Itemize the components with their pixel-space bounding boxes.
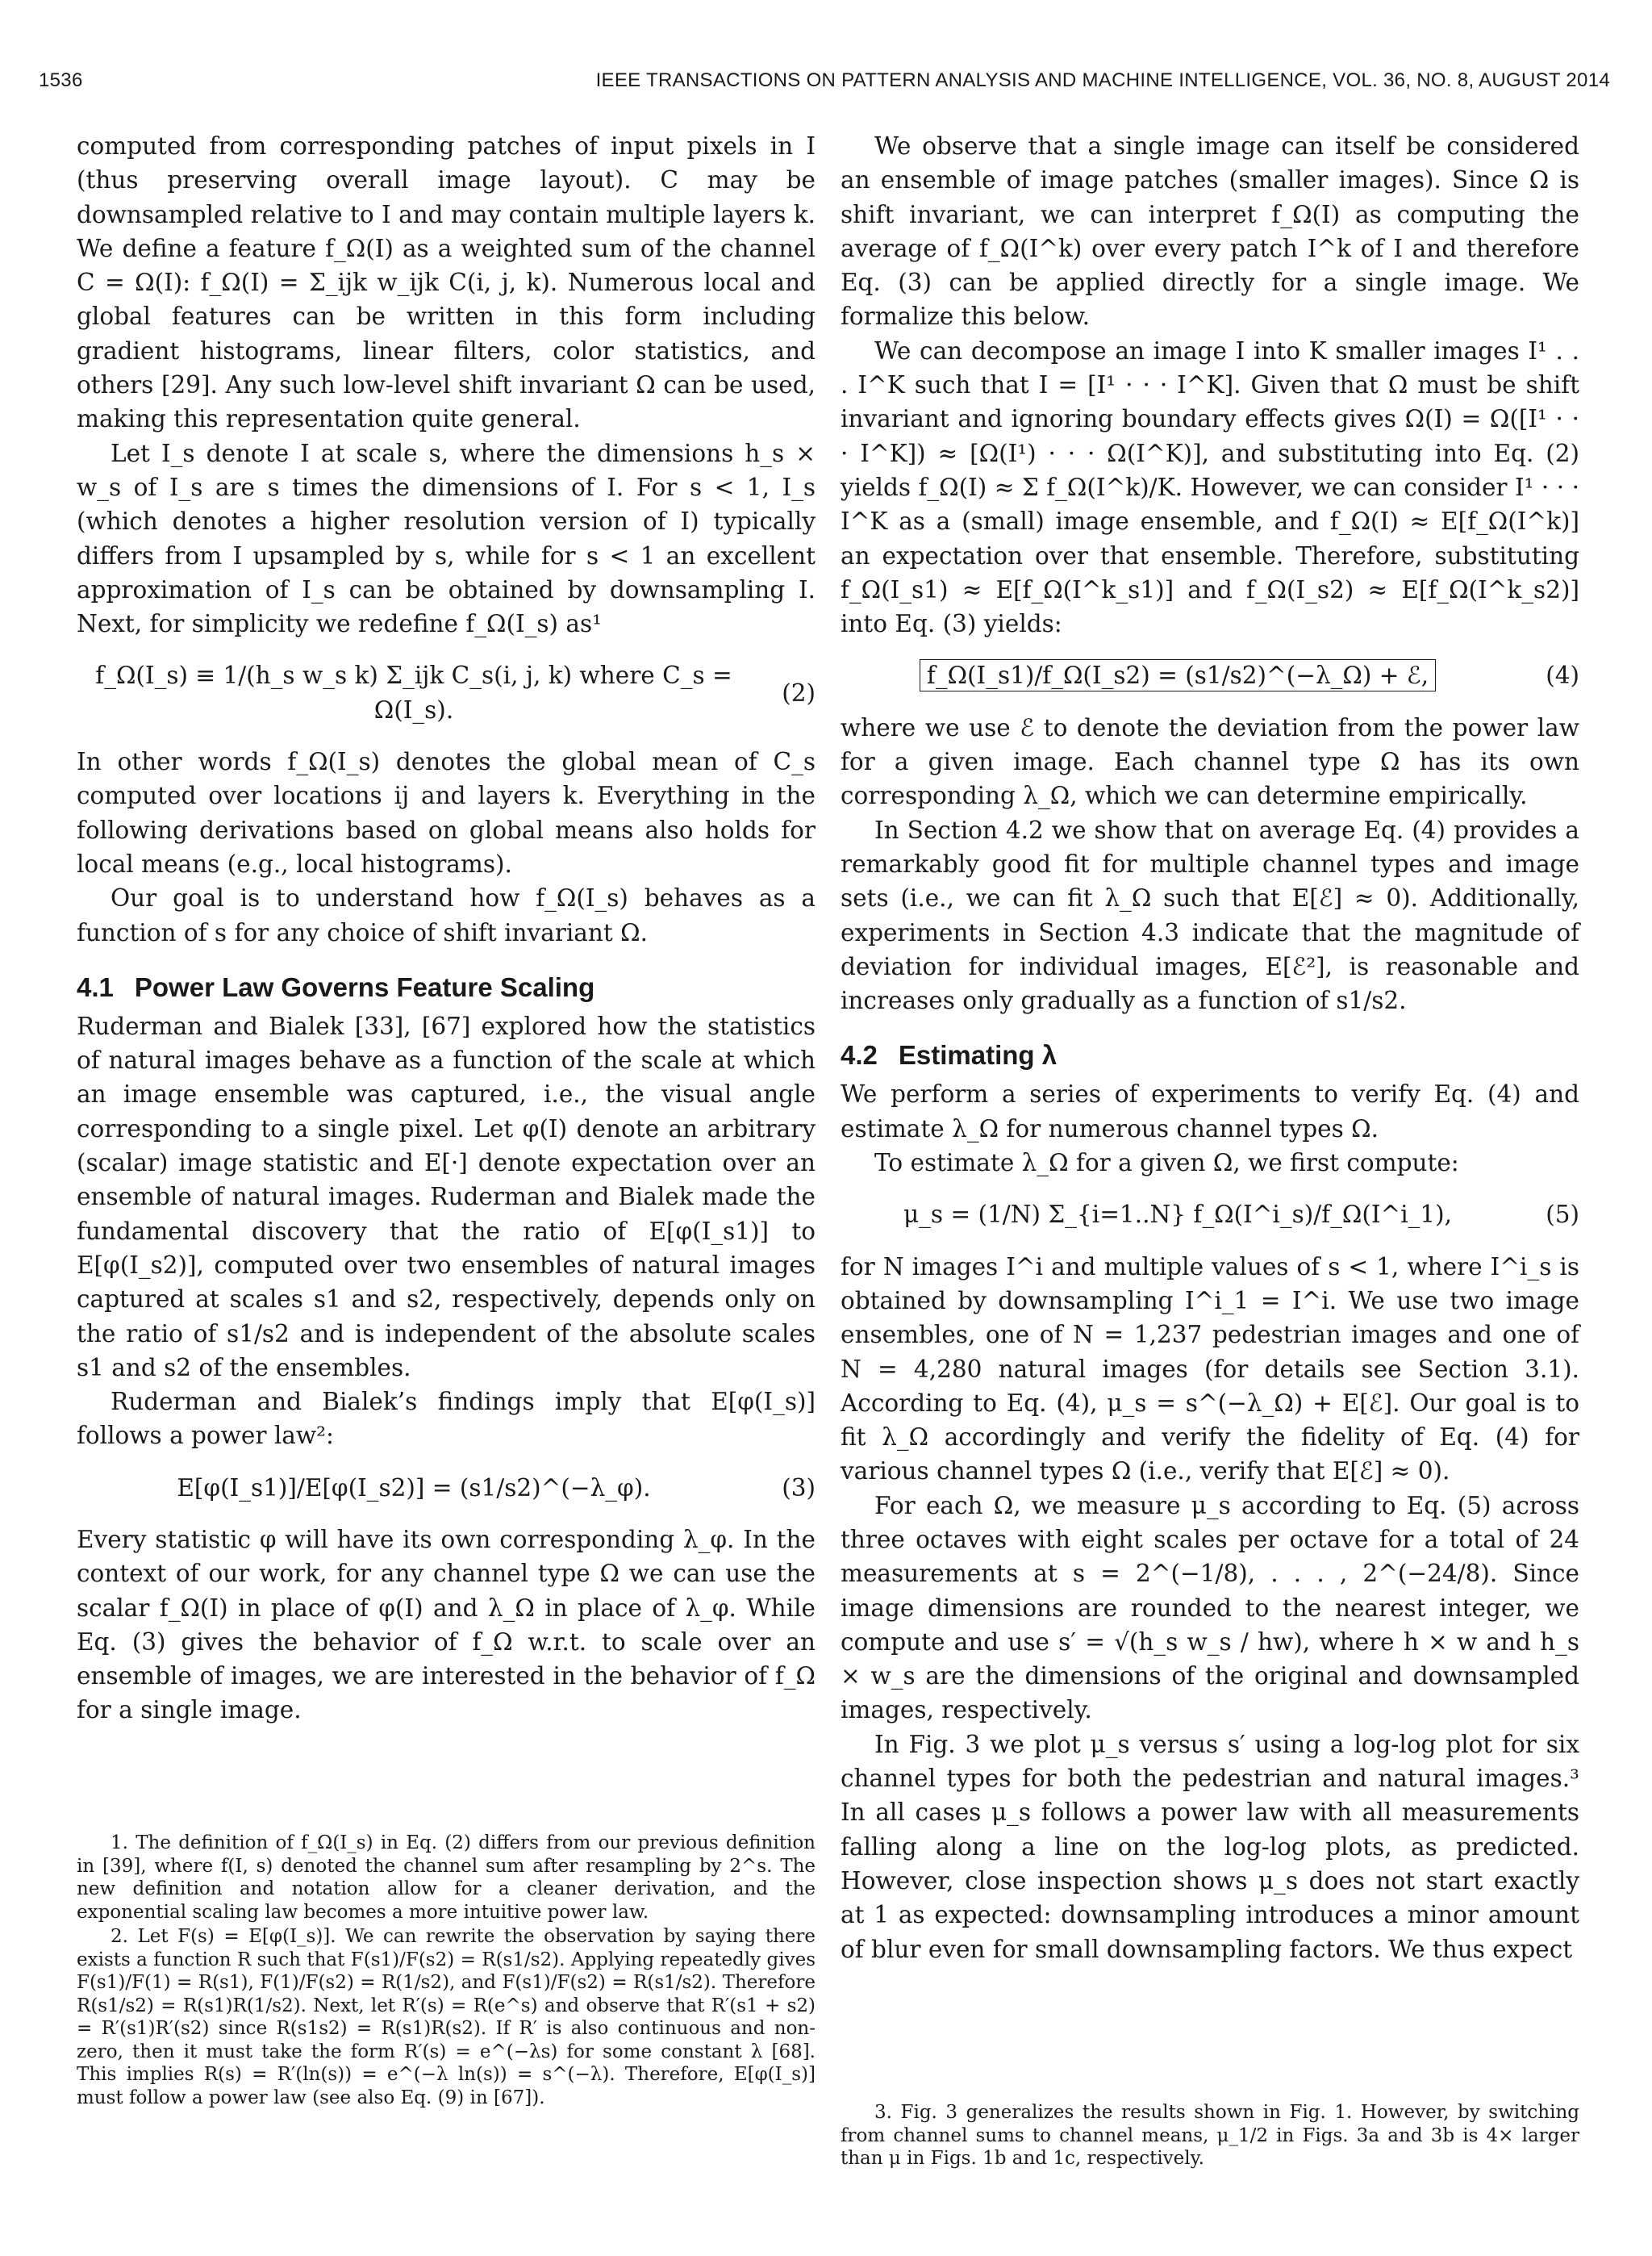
- footnote-3: 3. Fig. 3 generalizes the results shown in Fig. 1. However, by switching from channel sums to channel means, μ_1/2 in Figs. 3a and 3b is 4× larger than μ in Figs. 1b and 1c, respectively.: [841, 2102, 1579, 2169]
- equation-expression: E[φ(I_s1)]/E[φ(I_s2)] = (s1/s2)^(−λ_φ).: [177, 1473, 651, 1502]
- paragraph: In Section 4.2 we show that on average Eq. (4) provides a remarkably good fit for multiple channel types and image sets (i.e., we can fit λ_Ω such that E[ℰ] ≈ 0). Additionally, experiments in Section 4.3 indicate that the magnitude of deviation for individual images, E[ℰ²], is reasonable and increases only gradually as a function of s1/s2.: [841, 816, 1579, 1015]
- paragraph: To estimate λ_Ω for a given Ω, we first compute:: [874, 1149, 1459, 1177]
- right-column: [841, 129, 1579, 1966]
- paragraph: Ruderman and Bialek [33], [67] explored how the statistics of natural images behave as a function of the scale at which an image ensemble was captured, i.e., the visual angle corresponding to a single pixel. Let φ(I) denote an arbitrary (scalar) image statistic and E[·] denote expectation over an ensemble of natural images. Ruderman and Bialek made the fundamental discovery that the ratio of E[φ(I_s1)] to E[φ(I_s2)], computed over two ensembles of natural images captured at scales s1 and s2, respectively, depends only on the ratio of s1/s2 and is independent of the absolute scales s1 and s2 of the ensembles.: [77, 1012, 816, 1381]
- section-title: Power Law Governs Feature Scaling: [134, 971, 595, 1002]
- equation-expression-box: [841, 658, 1515, 692]
- equation-4: [841, 658, 1579, 692]
- section-number: 4.1: [77, 971, 114, 1002]
- paragraph: computed from corresponding patches of input pixels in I (thus preserving overall image layout). C may be downsampled relative to I and may contain multiple layers k. We define a feature f_Ω(I) as a weighted sum of the channel C = Ω(I): f_Ω(I) = Σ_ijk w_ijk C(i, j, k). Numerous local and global features can be written in this form including gradient histograms, linear filters, color statistics, and others [29]. Any such low-level shift invariant Ω can be used, making this representation quite general.: [77, 132, 816, 433]
- section-heading-4-2: [841, 1038, 1579, 1072]
- equation-expression: f_Ω(I_s1)/f_Ω(I_s2) = (s1/s2)^(−λ_Ω) + ℰ,: [920, 659, 1436, 691]
- paragraph: Ruderman and Bialek’s findings imply that E[φ(I_s)] follows a power law²:: [77, 1388, 816, 1450]
- footnotes-right: [841, 2101, 1579, 2172]
- footnotes-left: [77, 1832, 816, 2111]
- paragraph: Our goal is to understand how f_Ω(I_s) behaves as a function of s for any choice of shift invariant Ω.: [77, 884, 816, 946]
- equation-number: (3): [782, 1473, 816, 1502]
- equation-expression: μ_s = (1/N) Σ_{i=1..N} f_Ω(I^i_s)/f_Ω(I^i_1),: [903, 1201, 1453, 1229]
- footnote-1: 1. The definition of f_Ω(I_s) in Eq. (2) differs from our previous definition in [39], where f(I, s) denoted the channel sum after resampling by 2^s. The new definition and notation allow for a cleaner derivation, and the exponential scaling law becomes a more intuitive power law.: [77, 1832, 816, 1923]
- paragraph: where we use ℰ to denote the deviation from the power law for a given image. Each channel type Ω has its own corresponding λ_Ω, which we can determine empirically.: [841, 713, 1579, 810]
- section-title: Estimating λ: [898, 1040, 1058, 1071]
- equation-expression: f_Ω(I_s) ≡ 1/(h_s w_s k) Σ_ijk C_s(i, j, k) where C_s = Ω(I_s).: [95, 662, 732, 724]
- footnote-2: 2. Let F(s) = E[φ(I_s)]. We can rewrite the observation by saying there exists a function R such that F(s1)/F(s2) = R(s1/s2). Applying repeatedly gives F(s1)/F(1) = R(s1), F(1)/F(s2) = R(1/s2), and F(s1)/F(s2) = R(s1/s2). Therefore R(s1/s2) = R(s1)R(1/s2). Next, let R′(s) = R(e^s) and observe that R′(s1 + s2) = R′(s1)R′(s2) since R(s1s2) = R(s1)R(s2). If R′ is also continuous and non-zero, then it must take the form R′(s) = e^(−λs) for some constant λ [68]. This implies R(s) = R′(ln(s)) = e^(−λ ln(s)) = s^(−λ). Therefore, E[φ(I_s)] must follow a power law (see also Eq. (9) in [67]).: [77, 1926, 816, 2108]
- paragraph: We can decompose an image I into K smaller images I¹ . . . I^K such that I = [I¹ · · · I^K]. Given that Ω must be shift invariant and ignoring boundary effects gives Ω(I) = Ω([I¹ · · · I^K]) ≈ [Ω(I¹) · · · Ω(I^K)], and substituting into Eq. (2) yields f_Ω(I) ≈ Σ f_Ω(I^k)/K. However, we can consider I¹ · · · I^K as a (small) image ensemble, and f_Ω(I) ≈ E[f_Ω(I^k)] an expectation over that ensemble. Therefore, substituting f_Ω(I_s1) ≈ E[f_Ω(I^k_s1)] and f_Ω(I_s2) ≈ E[f_Ω(I^k_s2)] into Eq. (3) yields:: [841, 336, 1579, 638]
- equation-5: [841, 1197, 1579, 1231]
- running-head: IEEE TRANSACTIONS ON PATTERN ANALYSIS AND MACHINE INTELLIGENCE, VOL. 36, NO. 8, AUGUST 2014: [595, 69, 1610, 91]
- page-number: 1536: [39, 69, 83, 91]
- equation-number: (5): [1546, 1201, 1579, 1229]
- equation-number: (2): [782, 679, 816, 707]
- equation-3: [77, 1471, 816, 1505]
- paragraph: for N images I^i and multiple values of s < 1, where I^i_s is obtained by downsampling I^i_1 = I^i. We use two image ensembles, one of N = 1,237 pedestrian images and one of N = 4,280 natural images (for details see Section 3.1). According to Eq. (4), μ_s = s^(−λ_Ω) + E[ℰ]. Our goal is to fit λ_Ω accordingly and verify the fidelity of Eq. (4) for various channel types Ω (i.e., verify that E[ℰ] ≈ 0).: [841, 1252, 1579, 1485]
- paragraph: In Fig. 3 we plot μ_s versus s′ using a log-log plot for six channel types for both the pedestrian and natural images.³ In all cases μ_s follows a power law with all measurements falling along a line on the log-log plots, as predicted. However, close inspection shows μ_s does not start exactly at 1 as expected: downsampling introduces a minor amount of blur even for small downsampling factors. We thus expect: [841, 1730, 1579, 1963]
- paragraph: Let I_s denote I at scale s, where the dimensions h_s × w_s of I_s are s times the dimensions of I. For s < 1, I_s (which denotes a higher resolution version of I) typically differs from I upsampled by s, while for s < 1 an excellent approximation of I_s can be obtained by downsampling I. Next, for simplicity we redefine f_Ω(I_s) as¹: [77, 439, 816, 638]
- paragraph: We perform a series of experiments to verify Eq. (4) and estimate λ_Ω for numerous channel types Ω.: [841, 1080, 1579, 1143]
- paragraph: Every statistic φ will have its own corresponding λ_φ. In the context of our work, for any channel type Ω we can use the scalar f_Ω(I) in place of φ(I) and λ_Ω in place of λ_φ. While Eq. (3) gives the behavior of f_Ω w.r.t. to scale over an ensemble of images, we are interested in the behavior of f_Ω for a single image.: [77, 1525, 816, 1724]
- equation-number: (4): [1546, 662, 1579, 690]
- paragraph: For each Ω, we measure μ_s according to Eq. (5) across three octaves with eight scales per octave for a total of 24 measurements at s = 2^(−1/8), . . . , 2^(−24/8). Since image dimensions are rounded to the nearest integer, we compute and use s′ = √(h_s w_s / hw), where h × w and h_s × w_s are the dimensions of the original and downsampled images, respectively.: [841, 1491, 1579, 1724]
- equation-2: [77, 658, 816, 727]
- section-heading-4-1: [77, 971, 816, 1005]
- left-column: [77, 129, 816, 1728]
- section-number: 4.2: [841, 1040, 878, 1071]
- paragraph: We observe that a single image can itself be considered an ensemble of image patches (smaller images). Since Ω is shift invariant, we can interpret f_Ω(I) as computing the average of f_Ω(I^k) over every patch I^k of I and therefore Eq. (3) can be applied directly for a single image. We formalize this below.: [841, 132, 1579, 331]
- paragraph: In other words f_Ω(I_s) denotes the global mean of C_s computed over locations ij and layers k. Everything in the following derivations based on global means also holds for local means (e.g., local histograms).: [77, 748, 816, 878]
